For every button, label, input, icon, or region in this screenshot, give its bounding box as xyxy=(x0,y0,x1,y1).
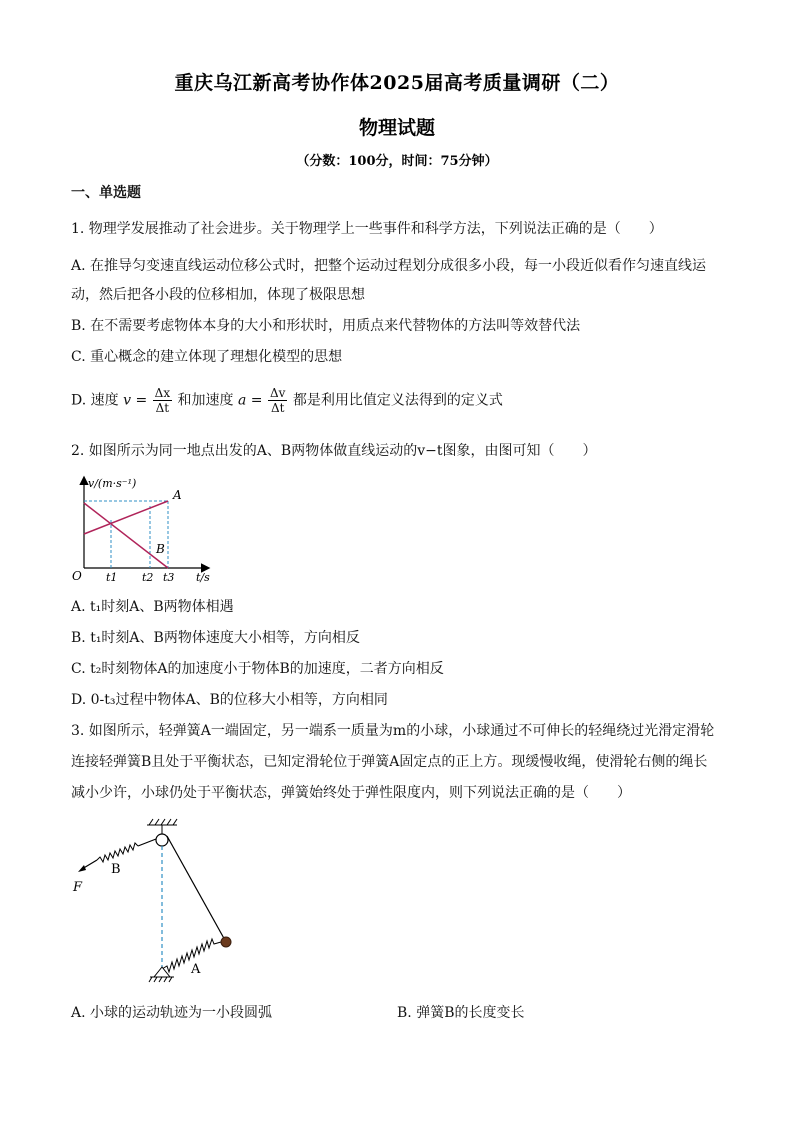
q2-option-b: B. t₁时刻A、B两物体速度大小相等，方向相反 xyxy=(71,630,360,646)
label-spring-b: B xyxy=(111,862,121,877)
spring-pulley-figure xyxy=(65,815,255,985)
exam-info: （分数：100分，时间：75分钟） xyxy=(296,154,498,169)
fraction-numerator: Δv xyxy=(270,386,286,400)
q1-d-eq1: = xyxy=(131,392,152,409)
rope-right xyxy=(167,836,226,942)
exam-title: 重庆乌江新高考协作体2025届高考质量调研（二） xyxy=(174,72,620,94)
origin-label: O xyxy=(72,569,82,583)
tick-t2: t2 xyxy=(142,571,154,584)
q1-option-a-line2: 动，然后把各小段的位移相加，体现了极限思想 xyxy=(71,287,365,303)
q3-stem-line2: 连接轻弹簧B且处于平衡状态，已知定滑轮位于弹簧A固定点的正上方。现缓慢收绳，使滑轮右侧的绳长 xyxy=(71,754,708,770)
label-b: B xyxy=(156,542,165,556)
fraction-denominator: Δt xyxy=(270,401,285,415)
pulley xyxy=(156,834,168,846)
ceiling-support xyxy=(147,819,177,834)
vt-graph xyxy=(70,472,220,588)
q1-option-d xyxy=(71,386,503,415)
q1-d-prefix: D. 速度 xyxy=(71,392,119,409)
q3-option-b: B. 弹簧B的长度变长 xyxy=(397,1005,525,1021)
label-spring-a: A xyxy=(191,962,201,977)
spring-b xyxy=(97,843,138,862)
q1-option-c: C. 重心概念的建立体现了理想化模型的思想 xyxy=(71,349,343,365)
q2-option-a: A. t₁时刻A、B两物体相遇 xyxy=(71,599,234,615)
q2-option-c: C. t₂时刻物体A的加速度小于物体B的加速度，二者方向相反 xyxy=(71,661,444,677)
q3-stem-line3: 减小少许，小球仍处于平衡状态，弹簧始终处于弹性限度内，则下列说法正确的是（ ） xyxy=(71,785,631,801)
q1-option-a-line1: A. 在推导匀变速直线运动位移公式时，把整个运动过程划分成很多小段，每一小段近似看作匀速直线运 xyxy=(71,258,707,274)
acceleration-fraction xyxy=(268,386,287,415)
q1-stem: 1. 物理学发展推动了社会进步。关于物理学上一些事件和科学方法，下列说法正确的是（ ） xyxy=(71,221,663,237)
q1-d-suffix: 都是利用比值定义法得到的定义式 xyxy=(292,392,503,409)
q1-d-mid: 和加速度 xyxy=(177,392,234,409)
section-heading: 一、单选题 xyxy=(71,185,141,201)
q3-stem-line1: 3. 如图所示，轻弹簧A一端固定，另一端系一质量为m的小球，小球通过不可伸长的轻绳绕过光滑定滑轮 xyxy=(71,723,715,739)
q1-option-b: B. 在不需要考虑物体本身的大小和形状时，用质点来代替物体的方法叫等效替代法 xyxy=(71,318,581,334)
force-arrowhead xyxy=(78,865,86,872)
x-axis-label: t/s xyxy=(196,571,210,584)
q1-d-eq2: = xyxy=(246,392,267,409)
line-b xyxy=(84,503,168,568)
fraction-numerator: Δx xyxy=(154,386,171,400)
label-force-f: F xyxy=(73,880,83,895)
label-a: A xyxy=(173,488,182,502)
q1-d-v: v xyxy=(123,392,132,409)
subject-title: 物理试题 xyxy=(358,117,435,139)
fraction-denominator: Δt xyxy=(155,401,170,415)
q2-option-d: D. 0-t₃过程中物体A、B的位移大小相等，方向相同 xyxy=(71,692,388,708)
ball xyxy=(221,937,231,947)
q3-option-a: A. 小球的运动轨迹为一小段圆弧 xyxy=(71,1005,273,1021)
y-axis-label: v/(m·s⁻¹) xyxy=(88,477,137,490)
q1-d-a: a xyxy=(238,392,247,409)
line-a xyxy=(84,501,168,534)
ground-hatch xyxy=(149,977,174,982)
tick-t3: t3 xyxy=(163,571,175,584)
tick-t1: t1 xyxy=(106,571,118,584)
q2-stem: 2. 如图所示为同一地点出发的A、B两物体做直线运动的v−t图象，由图可知（ ） xyxy=(71,443,597,459)
velocity-fraction xyxy=(153,386,172,415)
rope-left xyxy=(138,839,156,846)
